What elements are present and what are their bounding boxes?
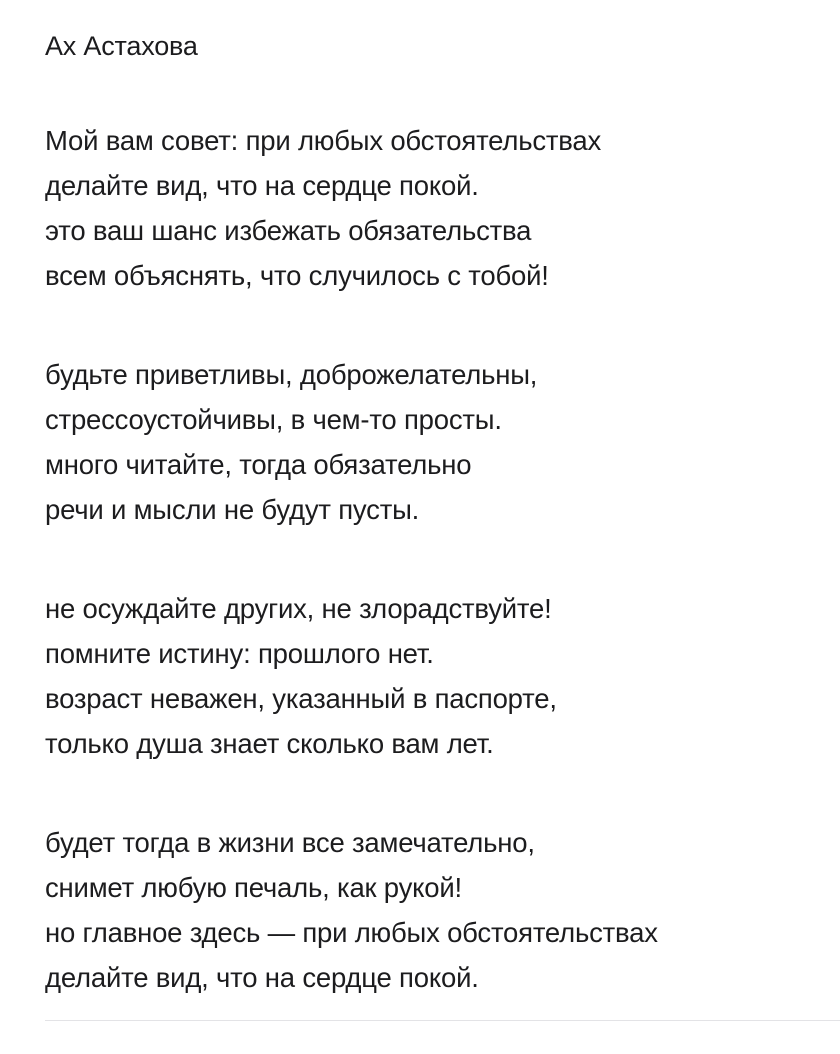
bottom-divider (45, 1020, 840, 1021)
poem-line: много читайте, тогда обязательно (45, 449, 472, 480)
poem-line: возраст неважен, указанный в паспорте, (45, 683, 557, 714)
poem-line: это ваш шанс избежать обязательства (45, 215, 532, 246)
post-author: Ах Астахова (45, 31, 198, 61)
poem-body (45, 118, 835, 1054)
poem-line: делайте вид, что на сердце покой. (45, 170, 479, 201)
poem-line: делайте вид, что на сердце покой. (45, 962, 479, 993)
poem-line: будьте приветливы, доброжелательны, (45, 359, 538, 390)
poem-line: помните истину: прошлого нет. (45, 638, 434, 669)
poem-line: речи и мысли не будут пусты. (45, 494, 420, 525)
poem-line: но главное здесь — при любых обстоятельствах (45, 917, 658, 948)
poem-line: не осуждайте других, не злорадствуйте! (45, 593, 552, 624)
stanza-4 (45, 820, 835, 1000)
poem-line: будет тогда в жизни все замечательно, (45, 827, 535, 858)
stanza-2 (45, 352, 835, 532)
stanza-1 (45, 118, 835, 298)
poem-line: Мой вам совет: при любых обстоятельствах (45, 125, 602, 156)
stanza-3 (45, 586, 835, 766)
poem-line: стрессоустойчивы, в чем-то просты. (45, 404, 502, 435)
poem-line: всем объяснять, что случилось с тобой! (45, 260, 549, 291)
poem-line: только душа знает сколько вам лет. (45, 728, 494, 759)
poem-line: снимет любую печаль, как рукой! (45, 872, 462, 903)
